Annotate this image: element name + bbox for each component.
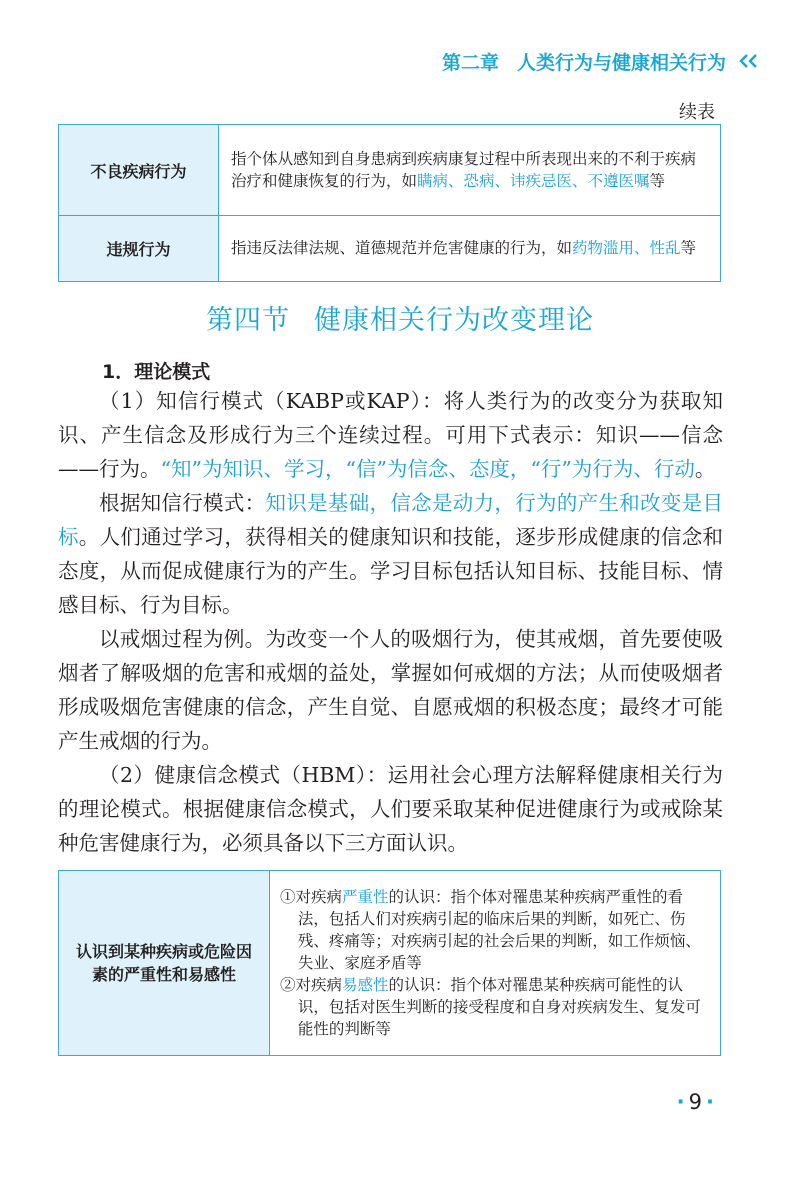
page-number — [677, 1090, 714, 1114]
highlight-text: 严重性 — [342, 888, 389, 906]
table-row — [59, 216, 721, 282]
page-number-value: 9 — [688, 1090, 703, 1114]
text-segment: 指违反法律法规、道德规范并危害健康的行为，如 — [231, 239, 573, 257]
table-row — [59, 125, 721, 216]
text-segment: 等 — [680, 239, 697, 257]
text-segment: （1）知信行模式（KABP或KAP）：将人类行为的改变分为获取知识、产生信念及形成行为三个连续过程。可用下式表示：知识——信念——行为。 — [58, 389, 723, 481]
section-title-text: 健康相关行为改变理论 — [314, 305, 594, 336]
highlight-text: 药物滥用、性乱 — [572, 239, 681, 257]
row-label: 不良疾病行为 — [59, 125, 219, 216]
text-segment: 的认识：指个体对罹患某种疾病严重性的看法，包括人们对疾病引起的临床后果的判断，如死亡、伤残、疼痛等；对疾病引起的社会后果的判断，如工作烦恼、失业、家庭矛盾等 — [297, 888, 701, 972]
section-title — [0, 298, 800, 337]
paragraph: 以戒烟过程为例。为改变一个人的吸烟行为，使其戒烟，首先要使吸烟者了解吸烟的危害和戒烟的益处，掌握如何戒烟的方法；从而使吸烟者形成吸烟危害健康的信念，产生自觉、自愿戒烟的积极态度；最终才可能产生戒烟的行为。 — [58, 627, 723, 753]
section-number: 第四节 — [206, 305, 290, 336]
highlight-text: “知”为知识、学习，“信”为信念、态度，“行”为行为、行动 — [160, 457, 695, 481]
highlight-text: 瞒病、恐病、讳疾忌医、不遵医嘱 — [417, 171, 650, 190]
text-segment: ②对疾病 — [280, 976, 343, 994]
body-text — [58, 384, 723, 860]
row-description — [219, 216, 721, 282]
row-label: 违规行为 — [59, 216, 219, 282]
subheading: 1．理论模式 — [102, 361, 211, 383]
bullet-dot-icon: · — [676, 1090, 685, 1114]
behavior-table — [58, 124, 721, 282]
row-description — [270, 871, 721, 1056]
paragraph: （2）健康信念模式（HBM）：运用社会心理方法解释健康相关行为的理论模式。根据健康信念模式，人们要采取某种促进健康行为或戒除某种危害健康行为，必须具备以下三方面认识。 — [58, 763, 723, 855]
text-segment: ①对疾病 — [280, 888, 343, 906]
text-segment: 。人们通过学习，获得相关的健康知识和技能，逐步形成健康的信念和态度，从而促成健康行为的产生。学习目标包括认知目标、技能目标、情感目标、行为目标。 — [58, 525, 724, 617]
text-segment: 根据知信行模式： — [99, 491, 266, 515]
row-label: 认识到某种疾病或危险因素的严重性和易感性 — [59, 871, 270, 1056]
continued-label: 续表 — [679, 102, 715, 123]
highlight-text: 易感性 — [342, 976, 389, 994]
list-item — [280, 974, 712, 1040]
table-row — [59, 871, 721, 1056]
bullet-dot-icon: · — [706, 1090, 714, 1114]
health-belief-table — [58, 870, 721, 1056]
highlight-text: 知识是基础，信念是动力，行为的产生和改变是目标 — [58, 491, 724, 549]
text-segment: 指个体从感知到自身患病到疾病康复过程中所表现出来的不利于疾病治疗和健康恢复的行为，如 — [231, 149, 697, 190]
text-segment: 的认识：指个体对罹患某种疾病可能性的认识，包括对医生判断的接受程度和自身对疾病发生、复发可能性的判断等 — [297, 976, 701, 1038]
running-header — [442, 46, 760, 76]
text-segment: 。 — [694, 457, 716, 481]
row-description — [219, 125, 721, 216]
paragraph — [58, 486, 723, 622]
list-item — [280, 886, 712, 974]
text-segment: 等 — [649, 171, 666, 190]
paragraph — [58, 384, 723, 486]
double-chevron-left-icon — [738, 53, 760, 69]
chapter-title: 人类行为与健康相关行为 — [516, 51, 726, 74]
chapter-number: 第二章 — [441, 51, 499, 74]
